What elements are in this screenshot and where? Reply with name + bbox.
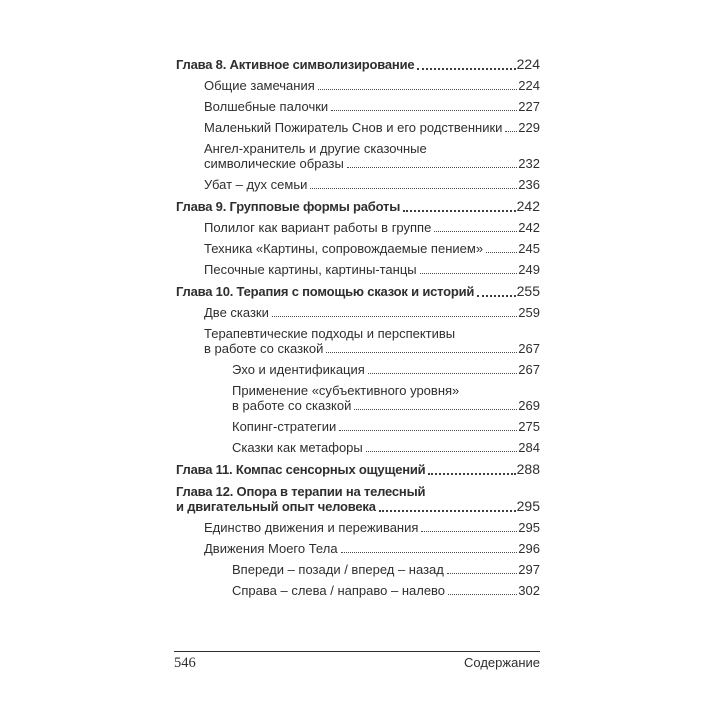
dot-leader — [368, 373, 518, 374]
toc-entry-line — [176, 57, 540, 72]
toc-section-entry — [176, 326, 540, 356]
toc-chapter-entry — [176, 462, 540, 477]
toc-entry-line — [204, 156, 540, 171]
toc-entry-text: Глава 11. Компас сенсорных ощущений — [176, 462, 426, 477]
toc-entry-text: Глава 8. Активное символизирование — [176, 57, 415, 72]
toc-section-entry — [176, 141, 540, 171]
dot-leader — [310, 188, 517, 189]
toc-entry-line — [204, 177, 540, 192]
toc-entry-line — [204, 305, 540, 320]
toc-page-number: 242 — [518, 220, 540, 235]
toc-page-number: 245 — [518, 241, 540, 256]
toc-page-number: 229 — [518, 120, 540, 135]
toc-page-number: 275 — [518, 419, 540, 434]
toc-section-entry — [176, 99, 540, 114]
toc-entry-text: и двигательный опыт человека — [176, 499, 376, 514]
toc-entry-line — [204, 120, 540, 135]
dot-leader — [505, 131, 517, 132]
toc-page-number: 224 — [518, 78, 540, 93]
toc-page-number: 267 — [518, 362, 540, 377]
toc-chapter-entry — [176, 199, 540, 214]
toc-section-entry — [176, 241, 540, 256]
dot-leader — [339, 430, 517, 431]
toc-entry-line — [204, 220, 540, 235]
toc-entry-text: Две сказки — [204, 305, 269, 320]
toc-page-number: 295 — [516, 498, 540, 514]
toc-entry-line — [176, 462, 540, 477]
toc-section-entry — [176, 305, 540, 320]
toc-entry-text: Ангел-хранитель и другие сказочные — [204, 141, 427, 156]
toc-section-entry — [176, 383, 540, 413]
toc-section-entry — [176, 78, 540, 93]
toc-entry-text: Глава 12. Опора в терапии на телесный — [176, 484, 426, 499]
footer — [174, 651, 540, 672]
toc-page-number: 267 — [518, 341, 540, 356]
toc-entry-text: Движения Моего Тела — [204, 541, 338, 556]
toc-entry-line — [204, 341, 540, 356]
dot-leader — [428, 473, 515, 475]
toc-section-entry — [176, 440, 540, 455]
toc-entry-line — [204, 520, 540, 535]
toc-page-number: 295 — [518, 520, 540, 535]
toc-page-number: 296 — [518, 541, 540, 556]
dot-leader — [347, 167, 517, 168]
toc-page-number: 232 — [518, 156, 540, 171]
toc-entry-text: Сказки как метафоры — [232, 440, 363, 455]
toc-entry-line — [232, 398, 540, 413]
toc-page-number: 242 — [516, 198, 540, 214]
toc-page-number: 269 — [518, 398, 540, 413]
toc-entry-line — [176, 484, 540, 499]
dot-leader — [448, 594, 517, 595]
toc-entry-line — [232, 419, 540, 434]
dot-leader — [331, 110, 517, 111]
toc-chapter-entry — [176, 284, 540, 299]
toc-page-number: 302 — [518, 583, 540, 598]
toc-entry-text: Волшебные палочки — [204, 99, 329, 114]
toc-entry-line — [232, 362, 540, 377]
toc-page-number: 249 — [518, 262, 540, 277]
toc-list — [176, 57, 540, 604]
toc-section-entry — [176, 120, 540, 135]
toc-section-entry — [176, 520, 540, 535]
toc-entry-text: в работе со сказкой — [204, 341, 324, 356]
toc-section-entry — [176, 220, 540, 235]
toc-entry-text: Единство движения и переживания — [204, 520, 419, 535]
toc-entry-line — [232, 562, 540, 577]
toc-section-entry — [176, 583, 540, 598]
dot-leader — [403, 210, 516, 212]
toc-page-number: 255 — [516, 283, 540, 299]
toc-entry-line — [176, 199, 540, 214]
dot-leader — [366, 451, 518, 452]
toc-entry-line — [232, 583, 540, 598]
dot-leader — [486, 252, 517, 253]
toc-page-number: 284 — [518, 440, 540, 455]
toc-entry-text: Копинг-стратегии — [232, 419, 337, 434]
toc-entry-line — [204, 541, 540, 556]
toc-entry-text: Терапевтические подходы и перспективы — [204, 326, 456, 341]
footer-section-title: Содержание — [464, 655, 540, 670]
dot-leader — [434, 231, 517, 232]
toc-entry-line — [204, 141, 540, 156]
toc-entry-line — [204, 241, 540, 256]
dot-leader — [341, 552, 518, 553]
toc-entry-text: Эхо и идентификация — [232, 362, 365, 377]
toc-entry-text: Глава 9. Групповые формы работы — [176, 199, 401, 214]
toc-section-entry — [176, 262, 540, 277]
toc-entry-text: Убат – дух семьи — [204, 177, 308, 192]
dot-leader — [379, 510, 516, 512]
dot-leader — [417, 68, 515, 70]
dot-leader — [477, 295, 515, 297]
toc-entry-line — [204, 326, 540, 341]
dot-leader — [447, 573, 517, 574]
footer-page-number: 546 — [174, 655, 196, 671]
dot-leader — [421, 531, 517, 532]
toc-entry-line — [232, 440, 540, 455]
toc-entry-text: Применение «субъективного уровня» — [232, 383, 460, 398]
toc-entry-line — [176, 499, 540, 514]
toc-entry-text: символические образы — [204, 156, 344, 171]
toc-entry-text: Песочные картины, картины-танцы — [204, 262, 417, 277]
toc-entry-text: Полилог как вариант работы в группе — [204, 220, 432, 235]
dot-leader — [354, 409, 517, 410]
dot-leader — [318, 89, 518, 90]
toc-entry-text: в работе со сказкой — [232, 398, 352, 413]
toc-page-number: 297 — [518, 562, 540, 577]
toc-page-number: 224 — [516, 56, 540, 72]
toc-entry-text: Маленький Пожиратель Снов и его родственники — [204, 120, 503, 135]
toc-chapter-entry — [176, 57, 540, 72]
toc-entry-text: Техника «Картины, сопровождаемые пением» — [204, 241, 484, 256]
toc-entry-text: Глава 10. Терапия с помощью сказок и историй — [176, 284, 475, 299]
toc-section-entry — [176, 541, 540, 556]
toc-entry-line — [204, 262, 540, 277]
toc-entry-line — [176, 284, 540, 299]
dot-leader — [420, 273, 518, 274]
toc-section-entry — [176, 362, 540, 377]
toc-entry-line — [232, 383, 540, 398]
toc-page-number: 259 — [518, 305, 540, 320]
toc-chapter-entry — [176, 484, 540, 514]
toc-entry-line — [204, 99, 540, 114]
toc-entry-text: Впереди – позади / вперед – назад — [232, 562, 444, 577]
toc-page-number: 236 — [518, 177, 540, 192]
toc-section-entry — [176, 562, 540, 577]
toc-entry-text: Справа – слева / направо – налево — [232, 583, 446, 598]
toc-section-entry — [176, 419, 540, 434]
toc-section-entry — [176, 177, 540, 192]
toc-entry-text: Общие замечания — [204, 78, 315, 93]
toc-entry-line — [204, 78, 540, 93]
toc-page-number: 288 — [516, 461, 540, 477]
dot-leader — [326, 352, 517, 353]
toc-page-number: 227 — [518, 99, 540, 114]
dot-leader — [272, 316, 517, 317]
